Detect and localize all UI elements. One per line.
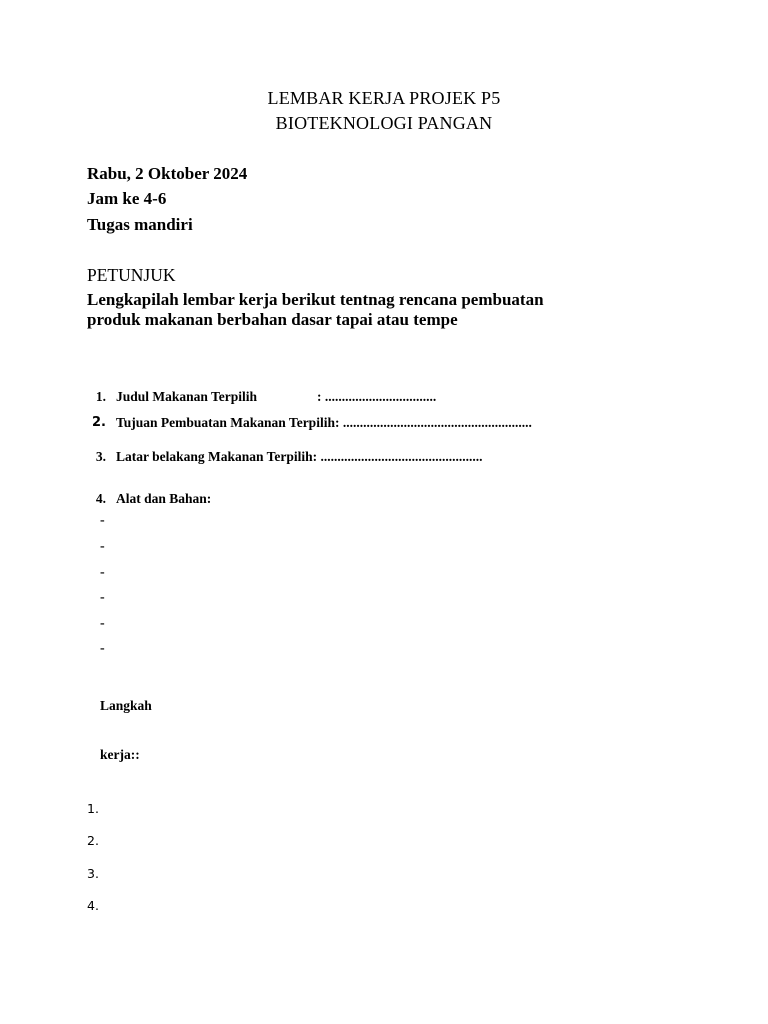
steps-heading-continued: kerja:: [100,747,140,762]
step-number: 3. [87,866,99,881]
material-bullet: - [100,565,105,580]
question-label: Alat dan Bahan: [116,491,212,506]
material-bullet: - [100,513,105,528]
step-number: 1. [87,801,99,816]
question-number: 3. [95,449,106,464]
material-bullet: - [100,539,105,554]
worksheet-title: LEMBAR KERJA PROJEK P5 [267,88,501,108]
date-text: Rabu, 2 Oktober 2024 [87,164,248,183]
instructions-heading: PETUNJUK [87,265,176,285]
question-number: 4. [95,491,106,506]
task-type-text: Tugas mandiri [87,215,193,234]
worksheet-subtitle: BIOTEKNOLOGI PANGAN [275,113,493,133]
question-label: Judul Makanan Terpilih [116,389,258,404]
material-bullet: - [100,641,105,656]
material-bullet: - [100,616,105,631]
steps-heading: Langkah [100,698,152,713]
hours-text: Jam ke 4-6 [87,189,167,208]
instructions-body: Lengkapilah lembar kerja berikut tentnag rencana pembuatan produk makanan berbahan dasar tapai atau tempe [87,290,544,329]
question-fill-line: : ................................. [317,389,437,404]
question-number: 1. [95,389,106,404]
question-label: Latar belakang Makanan Terpilih: ................................................ [116,449,483,464]
material-bullet: - [100,590,105,605]
step-number: 4. [87,898,99,913]
step-number: 2. [87,833,99,848]
question-number: 2. [92,415,106,430]
question-label: Tujuan Pembuatan Makanan Terpilih: ........................................................ [116,415,532,430]
